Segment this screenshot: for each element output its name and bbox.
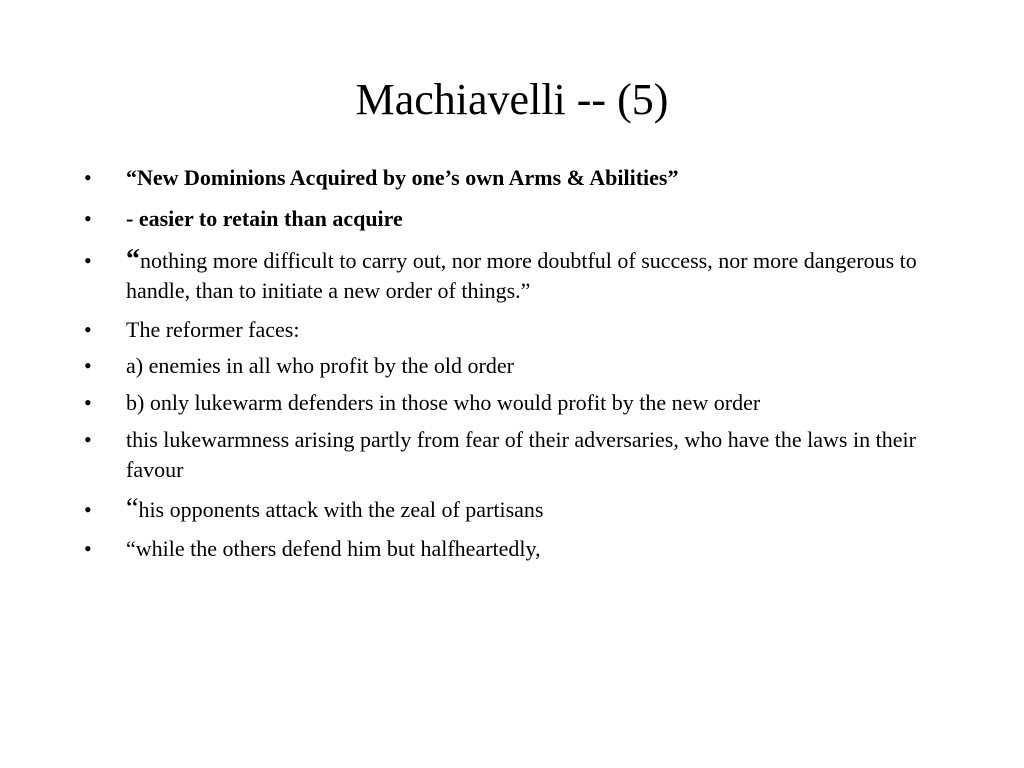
bullet-text: a) enemies in all who profit by the old order	[126, 353, 514, 378]
open-quote: “	[126, 244, 140, 275]
bullet-icon: •	[84, 536, 92, 561]
bullet-text	[126, 495, 926, 525]
bullet-text: b) only lukewarm defenders in those who would profit by the new order	[126, 390, 761, 415]
bullet-icon: •	[84, 248, 92, 273]
bullet-text: “New Dominions Acquired by one’s own Arms & Abilities”	[126, 165, 679, 190]
bullet-icon: •	[84, 317, 92, 342]
bullet-text: “while the others defend him but halfheartedly,	[126, 536, 541, 561]
open-quote: “	[126, 493, 139, 524]
bullet-icon: •	[84, 497, 92, 522]
bullet-icon: •	[84, 427, 92, 452]
bullet-quote-text: nothing more difficult to carry out, nor more doubtful of success, nor more dangerous to handle, than to initiate a new order of things.”	[126, 248, 917, 303]
bullet-text	[126, 246, 926, 306]
bullet-text: - easier to retain than acquire	[126, 206, 403, 231]
bullet-icon: •	[84, 390, 92, 415]
bullet-text: The reformer faces:	[126, 317, 300, 342]
bullet-icon: •	[84, 206, 92, 231]
bullet-quote-text: his opponents attack with the zeal of partisans	[138, 497, 544, 522]
bullet-icon: •	[84, 165, 92, 190]
slide-title: Machiavelli -- (5)	[355, 75, 669, 124]
bullet-text: this lukewarmness arising partly from fear of their adversaries, who have the laws in their favour	[126, 427, 916, 482]
bullet-icon: •	[84, 353, 92, 378]
